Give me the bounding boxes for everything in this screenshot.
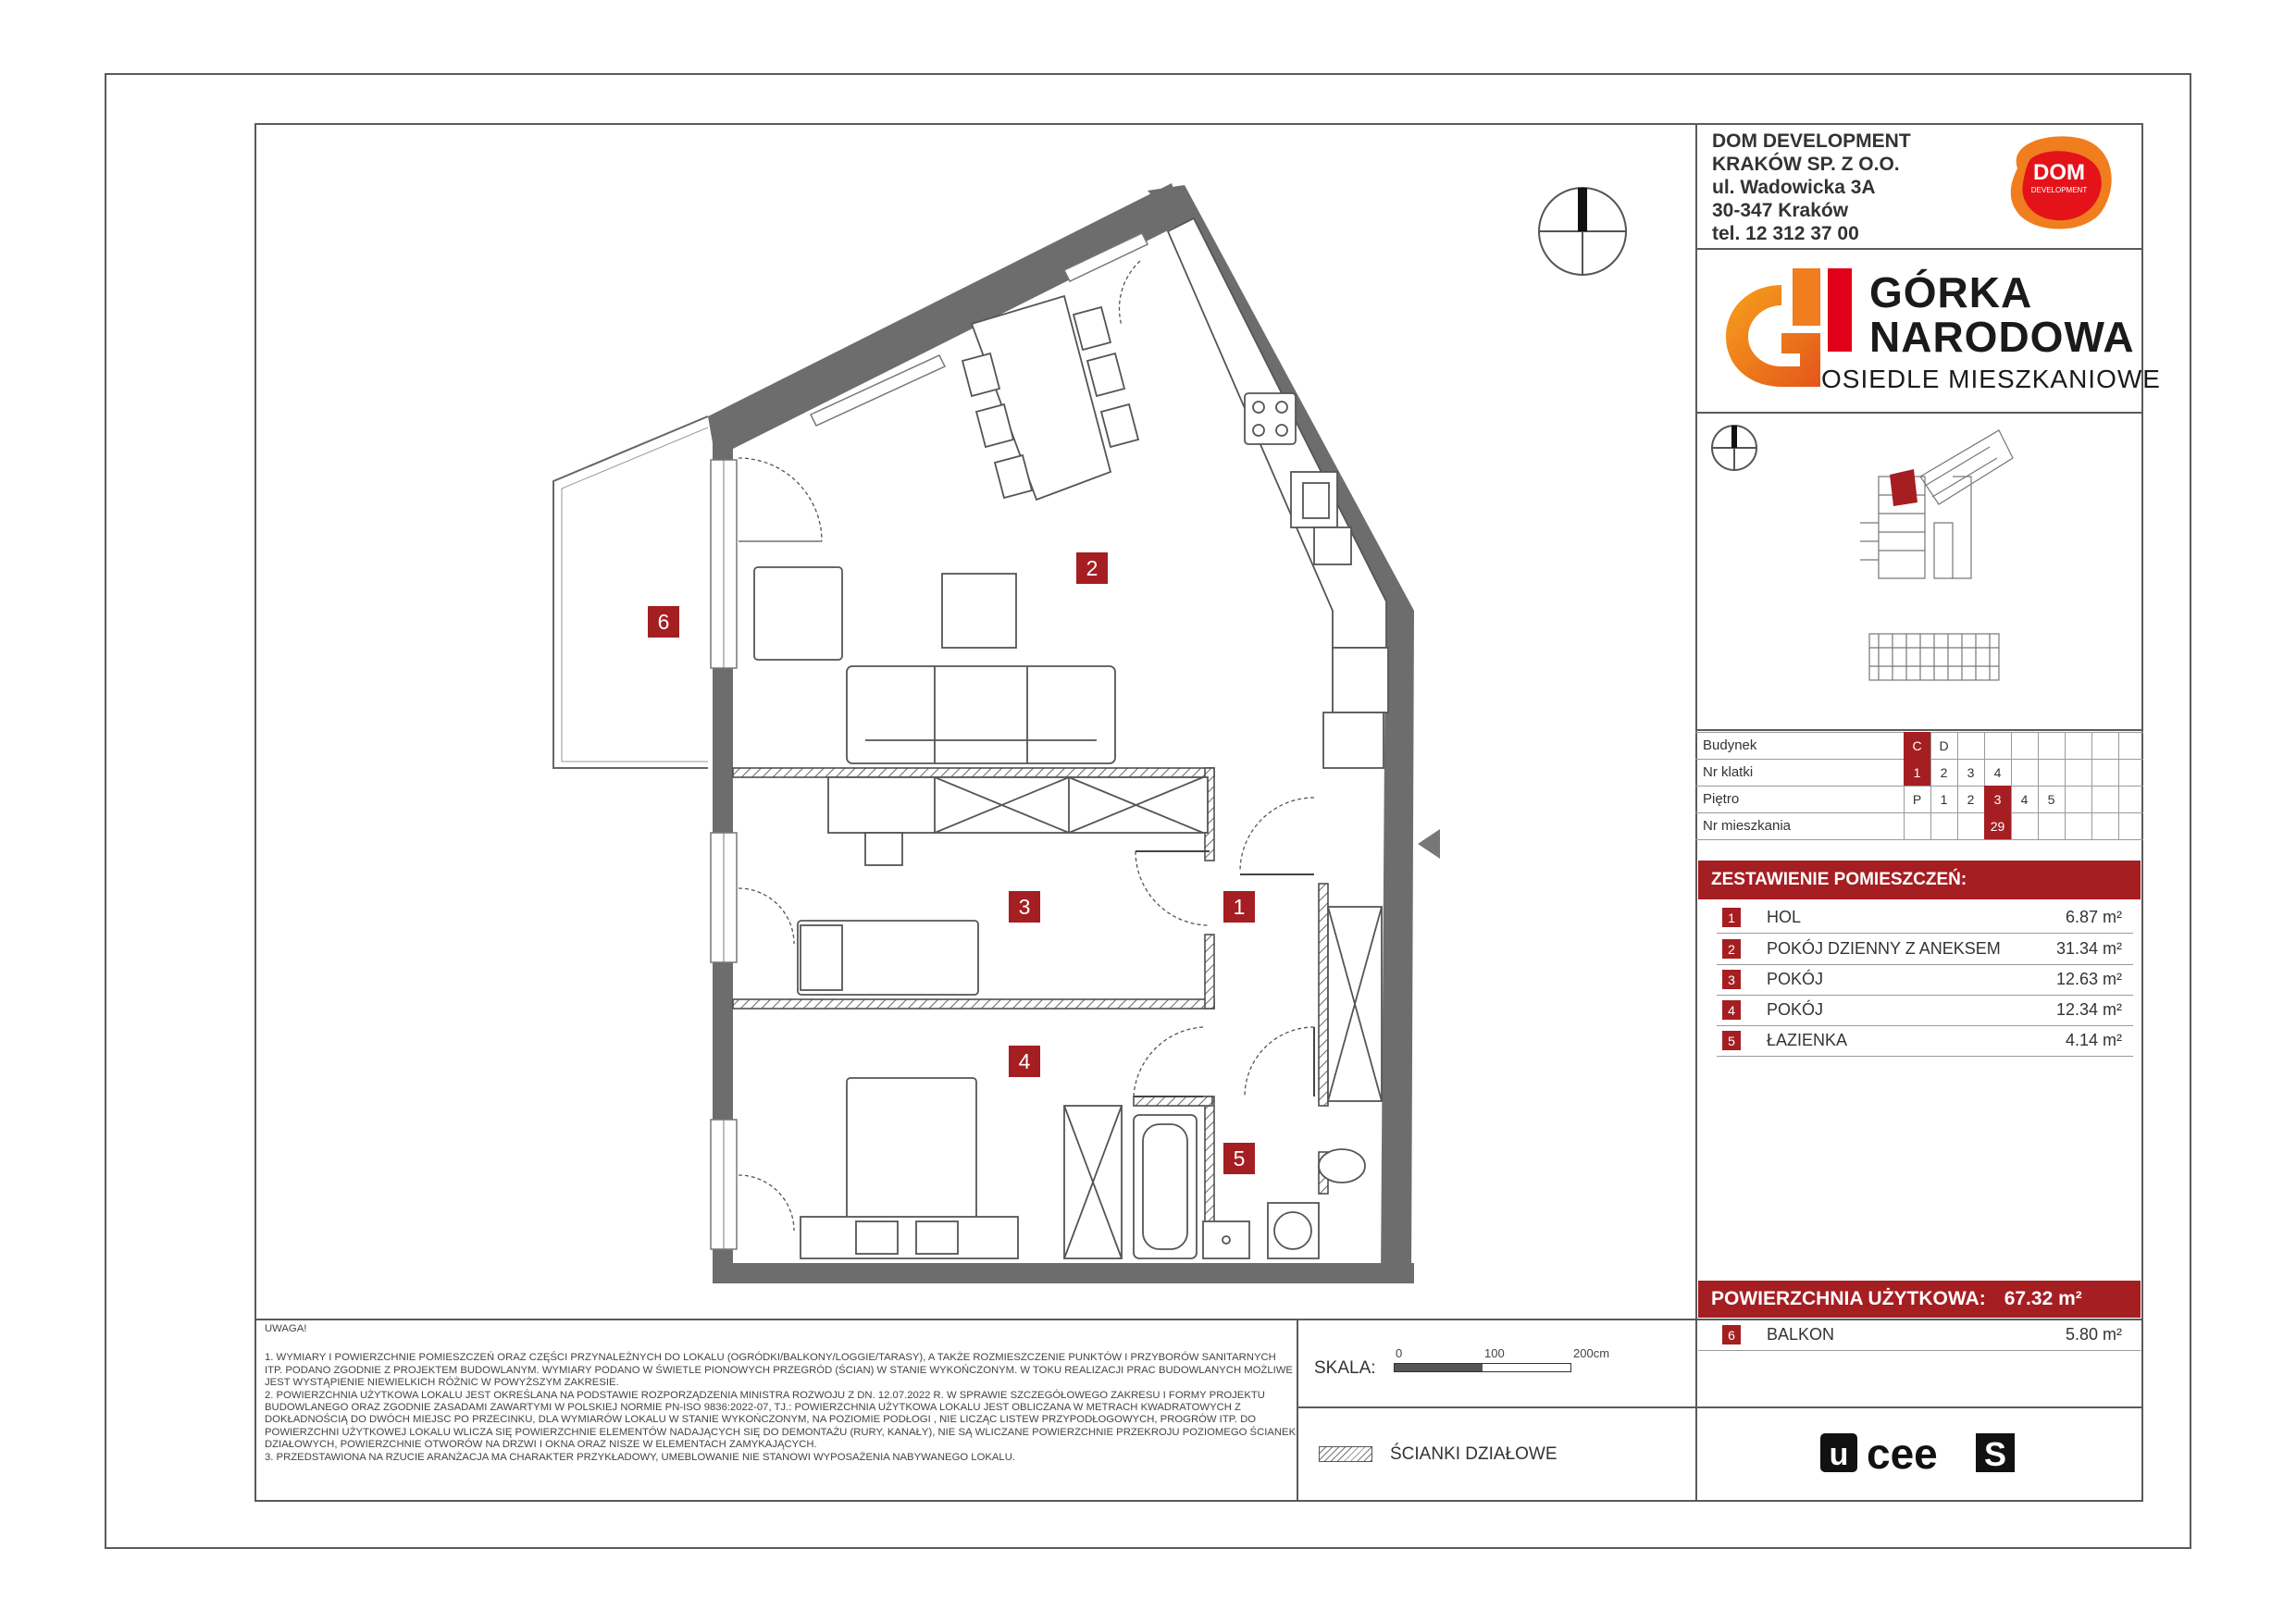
partitions-legend-label: ŚCIANKI DZIAŁOWE (1390, 1444, 1558, 1464)
room-name: ŁAZIENKA (1767, 1031, 1848, 1049)
keyplan-divider (1695, 729, 2143, 731)
usable-area-total (1698, 1281, 2141, 1318)
svg-text:cee: cee (1867, 1430, 1938, 1478)
project-name-line2: NARODOWA (1869, 313, 2135, 361)
grid-cell-apartment-29: 29 (1984, 812, 2011, 839)
room-number-badge: 1 (1722, 908, 1741, 927)
usable-area-value: 67.32 m² (2004, 1288, 2082, 1309)
grid-line (1695, 812, 2143, 813)
room-name: HOL (1767, 908, 1802, 926)
plan-label-room-2: 2 (1076, 552, 1108, 584)
key-plan-site (1851, 421, 2036, 699)
grid-cell-stairwell-4: 4 (1993, 764, 2002, 780)
room-name: BALKON (1767, 1325, 1835, 1344)
grid-cell-floor-p: P (1912, 791, 1922, 807)
room-number-badge: 6 (1722, 1325, 1741, 1344)
plan-label-room-1: 1 (1223, 891, 1255, 923)
project-divider (1695, 412, 2143, 414)
row-separator (1698, 1350, 2141, 1351)
company-city: 30-347 Kraków (1712, 200, 1849, 221)
usable-area-label: POWIERZCHNIA UŻYTKOWA: (1711, 1288, 1986, 1309)
notes (265, 1323, 1297, 1464)
uceeS-logo (1818, 1428, 2022, 1480)
room-area: 12.63 m² (2055, 970, 2122, 988)
key-plan-compass-icon (1710, 424, 1758, 472)
room-area: 31.34 m² (2055, 939, 2122, 958)
notes-divider (1297, 1319, 1298, 1502)
plan-label-room-4: 4 (1009, 1046, 1040, 1077)
grid-cell-floor-2: 2 (1967, 791, 1975, 807)
north-arrow-icon (1536, 185, 1629, 278)
logo-text-development: DEVELOPMENT (2030, 186, 2088, 194)
company-phone: tel. 12 312 37 00 (1712, 223, 1859, 244)
room-name: POKÓJ (1767, 970, 1824, 988)
company-address (1712, 130, 1911, 245)
grid-cell-floor-3: 3 (1984, 786, 2011, 812)
room-number-badge: 4 (1722, 1000, 1741, 1020)
company-street: ul. Wadowicka 3A (1712, 177, 1876, 198)
dom-development-logo (1999, 131, 2119, 235)
svg-text:u: u (1829, 1437, 1849, 1472)
room-row (1698, 902, 2141, 933)
scale-tick-200: 200cm (1573, 1346, 1610, 1360)
company-subname: KRAKÓW SP. Z O.O. (1712, 154, 1900, 175)
plan-label-room-5: 5 (1223, 1143, 1255, 1174)
floor-plan (518, 176, 1471, 1286)
plan-label-balcony-6: 6 (648, 606, 679, 638)
rooms-header: ZESTAWIENIE POMIESZCZEŃ: (1698, 861, 2141, 899)
grid-cell-stairwell-2: 2 (1940, 764, 1948, 780)
room-number-badge: 5 (1722, 1031, 1741, 1050)
room-area: 6.87 m² (2065, 908, 2122, 926)
room-row (1698, 964, 2141, 995)
scale-tick-0: 0 (1396, 1346, 1403, 1360)
grid-label-stairwell: Nr klatki (1703, 764, 1754, 780)
plan-label-room-3: 3 (1009, 891, 1040, 923)
notes-paragraph: 3. PRZEDSTAWIONA NA RZUCIE ARANŻACJA MA CHARAKTER PRZYKŁADOWY, UMEBLOWANIE NIE STANOWI WYPOSAŻENIA NABYWANEGO LOKALU. (265, 1451, 1016, 1463)
grid-cell-building-d: D (1939, 737, 1949, 753)
grid-cell-stairwell-1: 1 (1904, 759, 1930, 786)
project-name (1869, 270, 2135, 359)
room-row (1698, 934, 2141, 964)
scale-label: SKALA: (1314, 1358, 1376, 1378)
grid-line (2065, 732, 2066, 839)
grid-line (2091, 732, 2092, 839)
grid-label-building: Budynek (1703, 737, 1757, 753)
company-name: DOM DEVELOPMENT (1712, 130, 1911, 152)
balcony-divider (1695, 1406, 2143, 1408)
room-number-badge: 2 (1722, 939, 1741, 959)
entrance-arrow-icon (1418, 829, 1440, 859)
balcony-row (1698, 1319, 2141, 1350)
grid-cell-building-c: C (1904, 732, 1930, 759)
room-area: 4.14 m² (2065, 1031, 2122, 1049)
legend-divider (1297, 1406, 1695, 1408)
logo-text-dom: DOM (2033, 160, 2085, 185)
room-name: POKÓJ DZIENNY Z ANEKSEM (1767, 939, 2001, 958)
partitions-hatch-swatch (1319, 1446, 1372, 1462)
notes-paragraph: 2. POWIERZCHNIA UŻYTKOWA LOKALU JEST OKREŚLANA NA PODSTAWIE ROZPORZĄDZENIA MINISTRA ROZWOJU Z DN. 12.07.2022 R. W SPRAWIE SZCZEGÓŁOWEGO ZAKRESU I FORMY PROJEKTU BUDOWLANEGO ORAZ ZGODNIE ZASADAMI ZAWARTYMI W POLSKIEJ NORMIE PN-ISO 9836:2022-07, TJ.: POWIERZCHNIA UŻYTKOWA LOKALU JEST OBLICZANA W METRACH KWADRATOWYCH Z DOKŁADNOŚCIĄ DO DWÓCH MIEJSC PO PRZECINKU, DLA WYMIARÓW LOKALU W STANIE WYKOŃCZONYM, NA POZIOMIE PODŁOGI , NIE LICZĄC LISTEW PRZYPODŁOGOWYCH, PROGRÓW ITP. DO POWIERZCHNI UŻYTKOWEJ LOKALU WLICZA SIĘ POWIERZCHNIE ELEMENTÓW NADAJĄCYCH SIĘ DO DEMONTAŻU (RURY, KANAŁY), NIE SĄ WLICZANE POWIERZCHNIE PRZEKROJU POZIOMEGO ŚCIANEK DZIAŁOWYCH, POWIERZCHNIE OTWORÓW NA DRZWI I OKNA ORAZ NISZE W ELEMENTACH ZAMYKAJĄCYCH. (265, 1389, 1297, 1451)
room-row (1698, 1025, 2141, 1056)
row-separator (1717, 1056, 2133, 1057)
project-subtitle: OSIEDLE MIESZKANIOWE (1821, 365, 2161, 393)
company-divider (1695, 248, 2143, 250)
scale-bar (1394, 1363, 1571, 1372)
room-number-badge: 3 (1722, 970, 1741, 989)
grid-cell-floor-1: 1 (1940, 791, 1948, 807)
notes-paragraph: 1. WYMIARY I POWIERZCHNIE POMIESZCZEŃ ORAZ CZĘŚCI PRZYNALEŻNYCH DO LOKALU (OGRÓDKI/BALKONY/LOGGIE/TARASY), A TAKŻE ROZMIESZCZENIE PUNKTÓW I PRZYBORÓW SANITARNYCH ITP. PODANO ZGODNIE Z PROJEKTEM BUDOWLANYM. WYMIARY PODANO W ŚWIETLE PIONOWYCH PRZEGRÓD (ŚCIAN) W STANIE WYKOŃCZONYM. W TOKU REALIZACJI PRAC BUDOWLANYCH MOŻLIWE JEST WYSTĄPIENIE NIEWIELKICH RÓŻNIC W POWYŻSZYM ZAKRESIE. (265, 1352, 1293, 1389)
notes-title: UWAGA! (265, 1323, 307, 1334)
grid-cell-floor-4: 4 (2020, 791, 2029, 807)
grid-line (2118, 732, 2119, 839)
grid-label-apartment: Nr mieszkania (1703, 818, 1792, 834)
scale-tick-100: 100 (1484, 1346, 1505, 1360)
grid-line (1695, 839, 2143, 840)
room-area: 5.80 m² (2065, 1325, 2122, 1344)
project-name-line1: GÓRKA (1869, 268, 2033, 316)
svg-text:S: S (1983, 1435, 2007, 1473)
grid-label-floor: Piętro (1703, 791, 1740, 807)
grid-cell-floor-5: 5 (2047, 791, 2055, 807)
room-row (1698, 995, 2141, 1025)
grid-cell-stairwell-3: 3 (1967, 764, 1975, 780)
room-area: 12.34 m² (2055, 1000, 2122, 1019)
room-name: POKÓJ (1767, 1000, 1824, 1019)
